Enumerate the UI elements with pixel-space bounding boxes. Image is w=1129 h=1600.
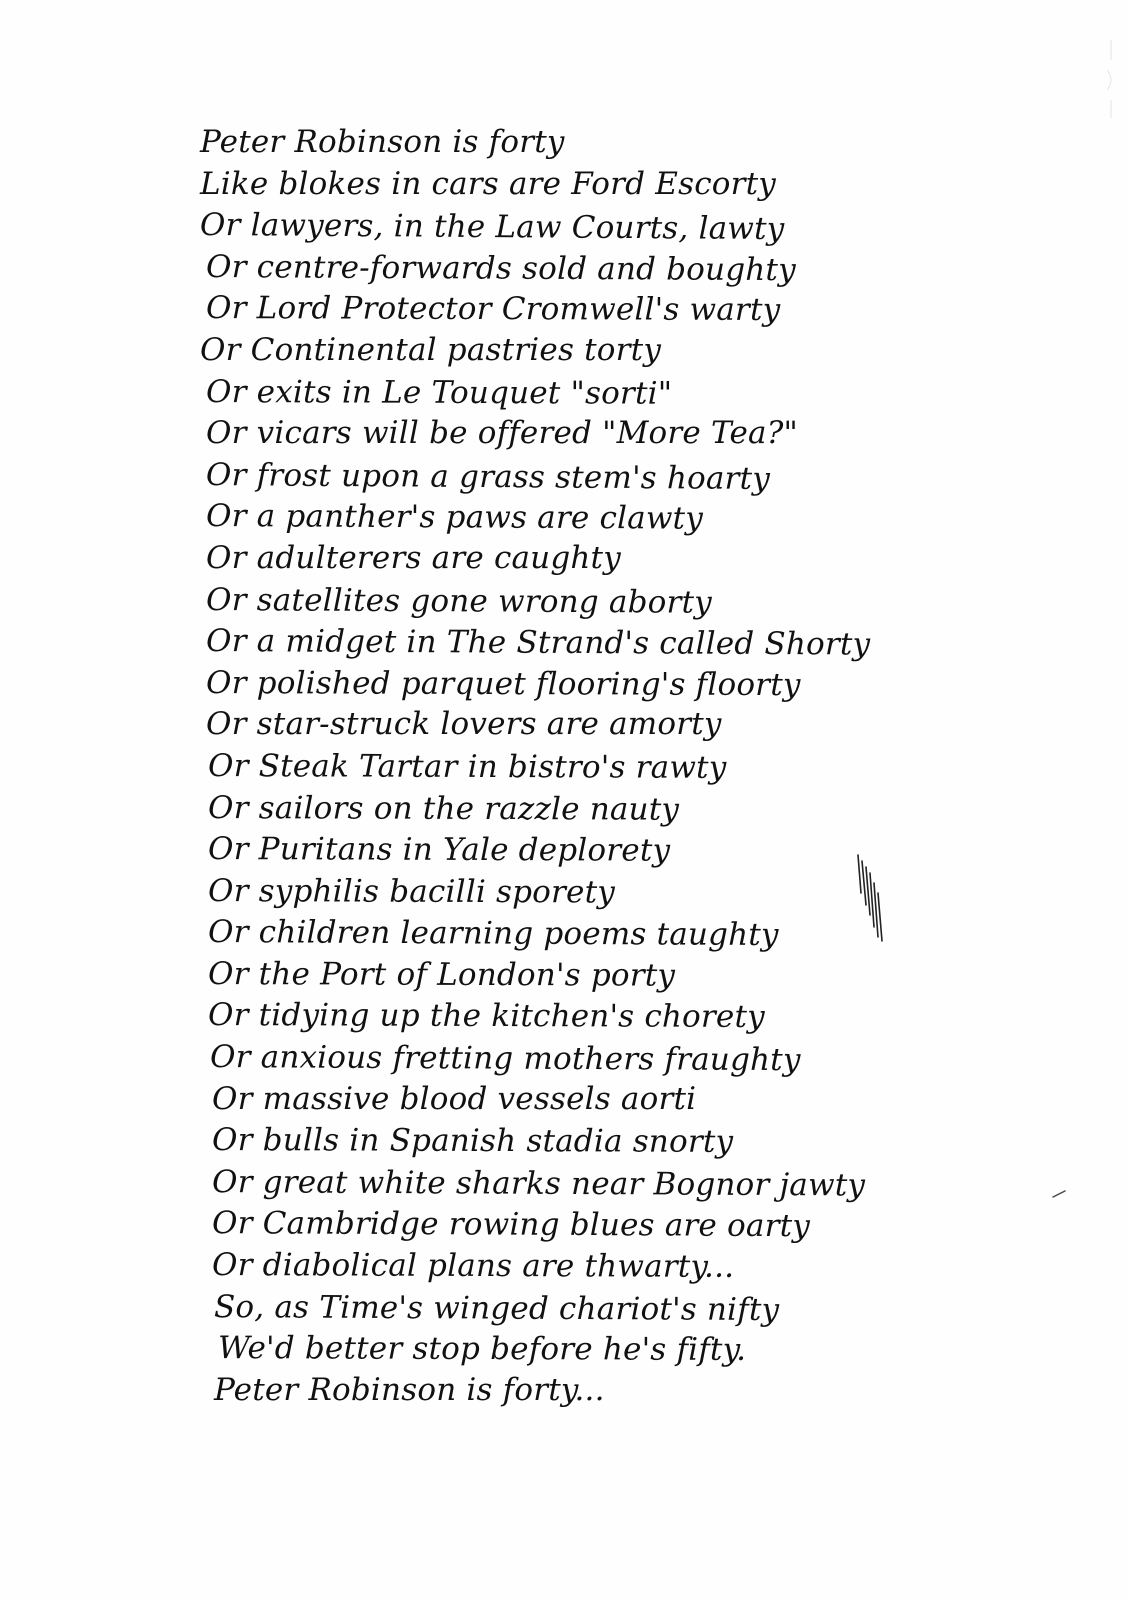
poem-line: So, as Time's winged chariot's nifty [213, 1288, 780, 1328]
poem-line: Or exits in Le Touquet "sorti" [205, 373, 673, 412]
faint-edge-mark [1101, 40, 1121, 120]
poem-line: Or anxious fretting mothers fraughty [209, 1039, 801, 1079]
poem-line: Or star-struck lovers are amorty [206, 706, 722, 743]
poem-line: Or vicars will be offered "More Tea?" [206, 415, 798, 452]
stray-pen-tick [1052, 1190, 1066, 1198]
poem-line: Peter Robinson is forty... [214, 1371, 605, 1408]
poem-line: Or centre-forwards sold and boughty [205, 248, 796, 288]
poem-line: Like blokes in cars are Ford Escorty [200, 165, 777, 202]
poem-line: Or syphilis bacilli sporety [207, 872, 616, 911]
poem-line: Or Continental pastries torty [200, 331, 662, 368]
poem-line: Or lawyers, in the Law Courts, lawty [199, 207, 785, 248]
poem-line: Or satellites gone wrong aborty [205, 581, 713, 621]
poem-line: Or adulterers are caughty [206, 539, 621, 576]
poem-line: We'd better stop before he's fifty. [217, 1330, 747, 1369]
poem-line: Or massive blood vessels aorti [212, 1080, 697, 1117]
poem-line: Or a midget in The Strand's called Shorty [205, 623, 871, 663]
poem-line: Or polished parquet flooring's floorty [205, 664, 801, 703]
poem-line: Peter Robinson is forty [200, 124, 565, 160]
poem-line: Or Steak Tartar in bistro's rawty [207, 747, 727, 786]
poem-line: Or a panther's paws are clawty [205, 498, 704, 537]
poem-line: Or great white sharks near Bognor jawty [211, 1163, 866, 1204]
poem-line: Or frost upon a grass stem's hoarty [205, 456, 771, 497]
poem-line: Or diabolical plans are thwarty... [211, 1247, 735, 1285]
pen-scribble-mark [852, 853, 892, 943]
poem-line: Or Cambridge rowing blues are oarty [211, 1205, 811, 1245]
poem-text [200, 122, 1100, 1411]
poem-line: Or the Port of London's porty [207, 955, 676, 994]
poem-line: Or tidying up the kitchen's chorety [207, 997, 765, 1036]
poem-line: Or sailors on the razzle nauty [207, 789, 680, 828]
poem-line: Or Lord Protector Cromwell's warty [205, 290, 781, 329]
poem-line: Or children learning poems taughty [207, 914, 779, 954]
poem-line: Or Puritans in Yale deplorety [207, 831, 671, 869]
poem-line: Or bulls in Spanish stadia snorty [211, 1122, 734, 1161]
